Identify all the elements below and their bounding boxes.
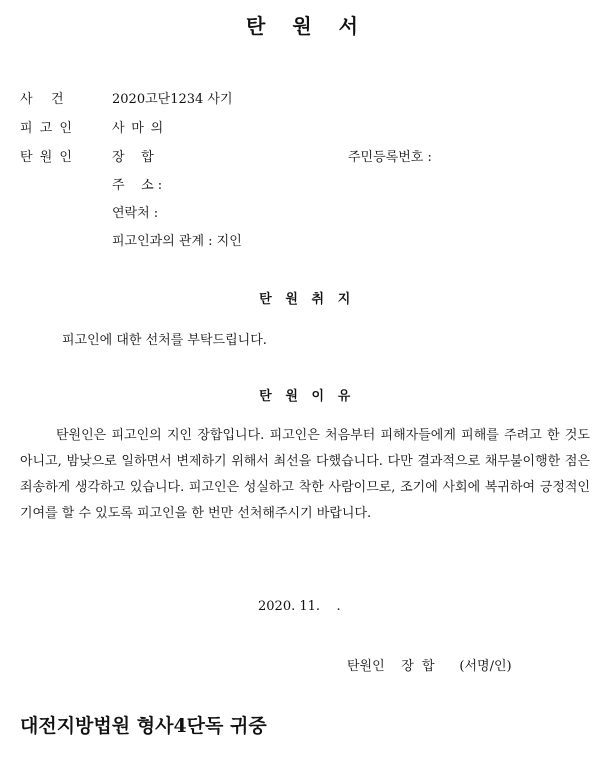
address-label: 주 소 : <box>112 178 163 193</box>
defendant-value: 사 마 의 <box>112 121 165 136</box>
purpose-heading: 탄 원 취 지 <box>259 292 355 307</box>
case-label: 사 건 <box>20 92 71 107</box>
date: 2020. 11. . <box>258 599 341 614</box>
resident-id-label: 주민등록번호 : <box>348 150 432 165</box>
reason-heading: 탄 원 이 유 <box>259 389 355 404</box>
relation-label: 피고인과의 관계 : 지인 <box>112 234 242 249</box>
petitioner-label: 탄원인 <box>20 150 80 165</box>
document-title: 탄 원 서 <box>246 14 368 38</box>
defendant-label: 피고인 <box>20 121 80 136</box>
petitioner-name: 장 합 <box>112 150 154 165</box>
contact-label: 연락처 : <box>112 206 159 221</box>
purpose-text: 피고인에 대한 선처를 부탁드립니다. <box>62 333 267 348</box>
signature-line: 탄원인 장 합 (서명/인) <box>347 659 512 674</box>
court-addressee: 대전지방법원 형사4단독 귀중 <box>20 715 267 737</box>
reason-paragraph: 탄원인은 피고인의 지인 장합입니다. 피고인은 처음부터 피해자들에게 피해를 주려고 한 것도 아니고, 밤낮으로 일하면서 변제하기 위해서 최선을 다했습니다. 다만 결과적으로 채무불이행한 점은 죄송하게 생각하고 있습니다. 피고인은 성실하고 착한 사람이므로, 조기에 사회에 복귀하여 긍정적인 기여를 할 수 있도록 피고인을 한 번만 선처해주시기 바랍니다. <box>20 428 590 521</box>
case-value: 2020고단1234 사기 <box>112 92 233 107</box>
